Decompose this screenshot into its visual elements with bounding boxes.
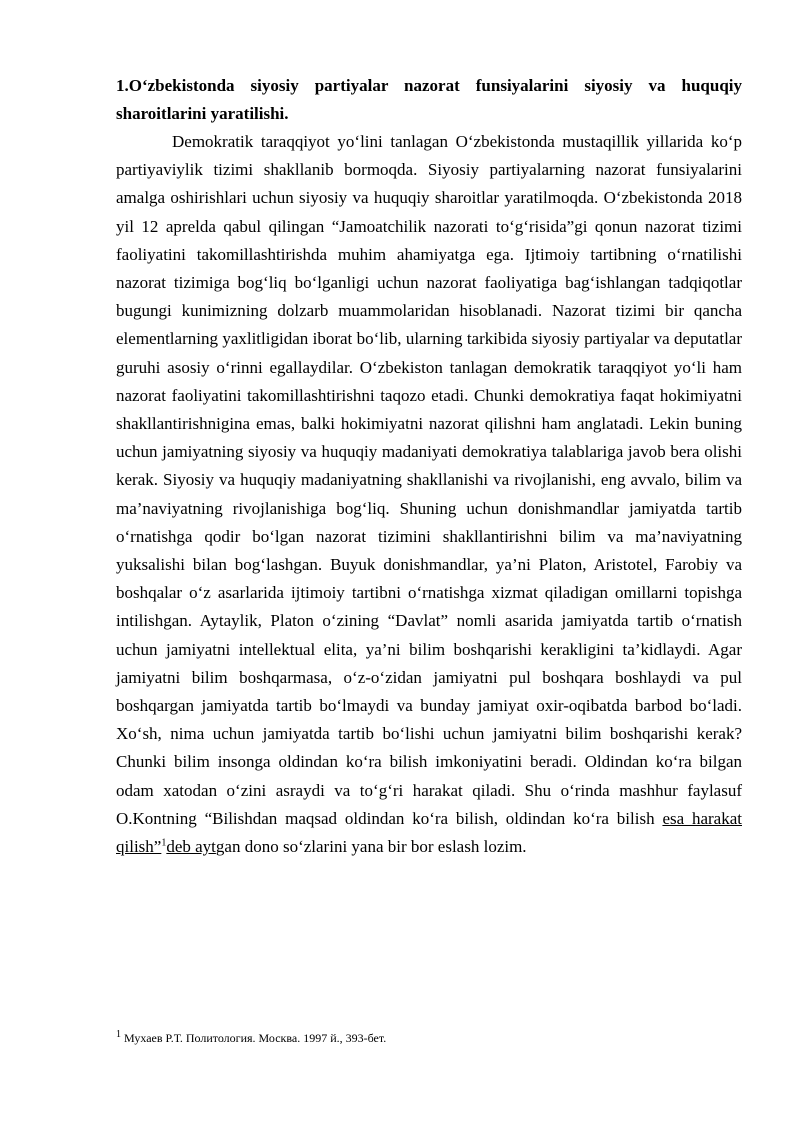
- underlined-text: deb ayt: [166, 837, 216, 857]
- footnote: [116, 1031, 742, 1045]
- footnote-number: 1: [116, 1029, 121, 1040]
- document-page: [116, 72, 742, 861]
- paragraph-end-text: gan dono so‘zlarini yana bir bor eslash lozim.: [215, 837, 527, 857]
- paragraph-text: Demokratik taraqqiyot yo‘lini tanlagan O‘zbekistonda mustaqillik yillarida ko‘p partiyaviylik tizimi shakllanib bormoqda. Siyosiy partiyalarning nazorat funsiyalarini amalga oshirishlari uchun siyosiy va huquqiy sharoitlar yaratilmoqda. O‘zbekistonda 2018 yil 12 aprelda qabul qilingan “Jamoatchilik nazorati to‘g‘risida”gi qonun nazorat tizimi faoliyatini takomillashtirishda muhim ahamiyatga ega. Ijtimoiy tartibning o‘rnatilishi nazorat tizimiga bog‘liq bo‘lganligi uchun nazorat faoliyatiga bag‘ishlangan tadqiqotlar bugungi kunimizning dolzarb muammolaridan hisoblanadi. Nazorat tizimi bir qancha elementlarning yaxlitligidan iborat bo‘lib, ularning tarkibida siyosiy partiyalar va deputatlar guruhi asosiy o‘rinni egallaydilar. O‘zbekiston tanlagan demokratik taraqqiyot yo‘li ham nazorat faoliyatini takomillashtirishni taqozo etadi. Chunki demokratiya faqat hokimiyatni shakllantirishnigina emas, balki hokimiyatni nazorat qilishni ham anglatadi. Lekin buning uchun jamiyatning siyosiy va huquqiy madaniyati demokratiya talablariga javob bera olishi kerak. Siyosiy va huquqiy madaniyatning shakllanishi va rivojlanishi, eng avvalo, bilim va ma’naviyatning rivojlanishiga bog‘liq. Shuning uchun donishmandlar jamiyatda tartib o‘rnatishga qodir bo‘lgan nazorat tizimini shakllantirishni bilim va ma’naviyatning yuksalishi bilan bog‘lashgan. Buyuk donishmandlar, ya’ni Platon, Aristotel, Farobiy va boshqalar o‘z asarlarida ijtimoiy tartibni o‘rnatishga xizmat qiladigan omillarni topishga intilishgan. Aytaylik, Platon o‘zining “Davlat” nomli asarida jamiyatda tartib o‘rnatish uchun jamiyatni intellektual elita, ya’ni bilim boshqarishi kerakligini ta’kidlaydi. Agar jamiyatni bilim boshqarmasa, o‘z-o‘zidan jamiyatni pul boshqara boshlaydi va pul boshqargan jamiyatda tartib bo‘lmaydi va bunday jamiyat oxir-oqibatda barbod bo‘ladi. Xo‘sh, nima uchun jamiyatda tartib bo‘lishi uchun jamiyatni bilim boshqarishi kerak? Chunki bilim insonga oldindan ko‘ra bilish imkoniyatini beradi. Oldindan ko‘ra bilgan odam xatodan o‘zini asraydi va to‘g‘ri harakat qiladi. Shu o‘rinda mashhur faylasuf O.Kontning “Bilishdan maqsad oldindan ko‘ra bilish, oldindan ko‘ra bilish: [116, 132, 742, 828]
- underlined-quote-end: esa harakat qilish”: [116, 808, 742, 857]
- section-heading: 1.O‘zbekistonda siyosiy partiyalar nazorat funsiyalarini siyosiy va huquqiy sharoitlarini yaratilishi.: [116, 76, 742, 123]
- body-paragraph: [116, 128, 742, 861]
- footnote-reference[interactable]: 1: [161, 837, 167, 849]
- footnote-text: Мухаев Р.Т. Политология. Москва. 1997 й., 393-бет.: [124, 1031, 387, 1045]
